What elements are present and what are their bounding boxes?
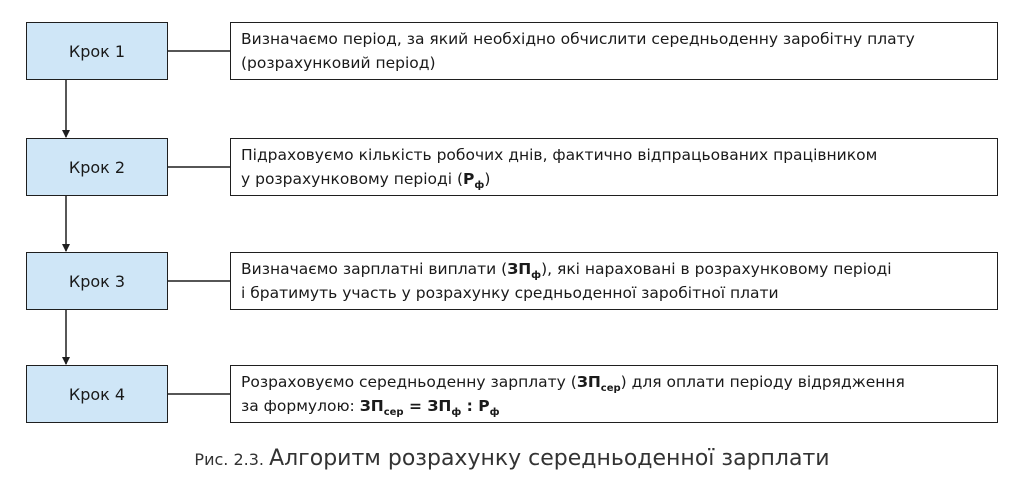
step-4-var-zp-ser	[576, 373, 621, 394]
step-3-label: Крок 3	[68, 271, 126, 291]
step-3-var-zp	[507, 260, 542, 281]
formula-sub-2: ф	[451, 407, 462, 418]
step-3-line-1-text: Визначаємо зарплатні виплати (	[241, 260, 508, 278]
step-4-formula-prefix: за формулою:	[241, 397, 360, 415]
step-2-line-1: Підраховуємо кількість робочих днів, фактично відпрацьованих працівником	[241, 146, 878, 164]
step-3-line-2: і братимуть участь у розрахунку средньоденної заробітної плати	[241, 284, 779, 302]
step-2-label: Крок 2	[68, 157, 126, 177]
step-4-line-1-text: Розраховуємо середньоденну зарплату (	[241, 373, 577, 391]
step-4-line-1-rest: ) для оплати періоду відрядження	[620, 373, 905, 391]
step-2-var-r-sub: ф	[474, 180, 485, 191]
step-4-formula	[359, 397, 500, 418]
formula-var-1: ЗП	[359, 397, 384, 415]
step-1-line-1: Визначаємо період, за який необхідно обчислити середньоденну заробітну плату	[241, 30, 915, 48]
step-2-box	[26, 138, 168, 196]
step-3-line-1	[241, 257, 987, 281]
step-3-box	[26, 252, 168, 310]
step-3-var-zp-sub: ф	[531, 270, 542, 281]
step-2-var-r	[463, 170, 485, 191]
formula-var-2: ЗП	[427, 397, 452, 415]
figure-caption	[0, 446, 1024, 471]
step-1-line-2: (розрахунковий період)	[241, 54, 436, 72]
caption-text: Алгоритм розрахунку середньоденної зарплати	[269, 446, 830, 471]
formula-var-3: Р	[478, 397, 490, 415]
step-2-line-2-close: )	[484, 170, 491, 188]
caption-prefix: Рис. 2.3.	[194, 450, 264, 469]
step-4-var-zp-ser-text: ЗП	[576, 373, 601, 391]
formula-divide: :	[461, 397, 479, 415]
step-3-var-zp-text: ЗП	[507, 260, 532, 278]
step-4-label: Крок 4	[68, 384, 126, 404]
step-1-label: Крок 1	[68, 41, 126, 61]
formula-equals: =	[403, 397, 428, 415]
step-4-box	[26, 365, 168, 423]
step-4-var-zp-ser-sub: сер	[600, 383, 621, 394]
step-4-description	[230, 365, 998, 423]
step-1-box	[26, 22, 168, 80]
step-3-description	[230, 252, 998, 310]
step-4-formula-line	[241, 394, 987, 418]
step-3-line-1-rest: ), які нараховані в розрахунковому періоді	[541, 260, 892, 278]
step-2-var-r-text: Р	[463, 170, 475, 188]
formula-sub-1: сер	[383, 407, 404, 418]
step-2-line-2-text: у розрахунковому періоді (	[241, 170, 464, 188]
step-2-line-2	[241, 167, 987, 191]
step-4-line-1	[241, 370, 987, 394]
step-2-description	[230, 138, 998, 196]
step-1-description	[230, 22, 998, 80]
formula-sub-3: ф	[489, 407, 500, 418]
